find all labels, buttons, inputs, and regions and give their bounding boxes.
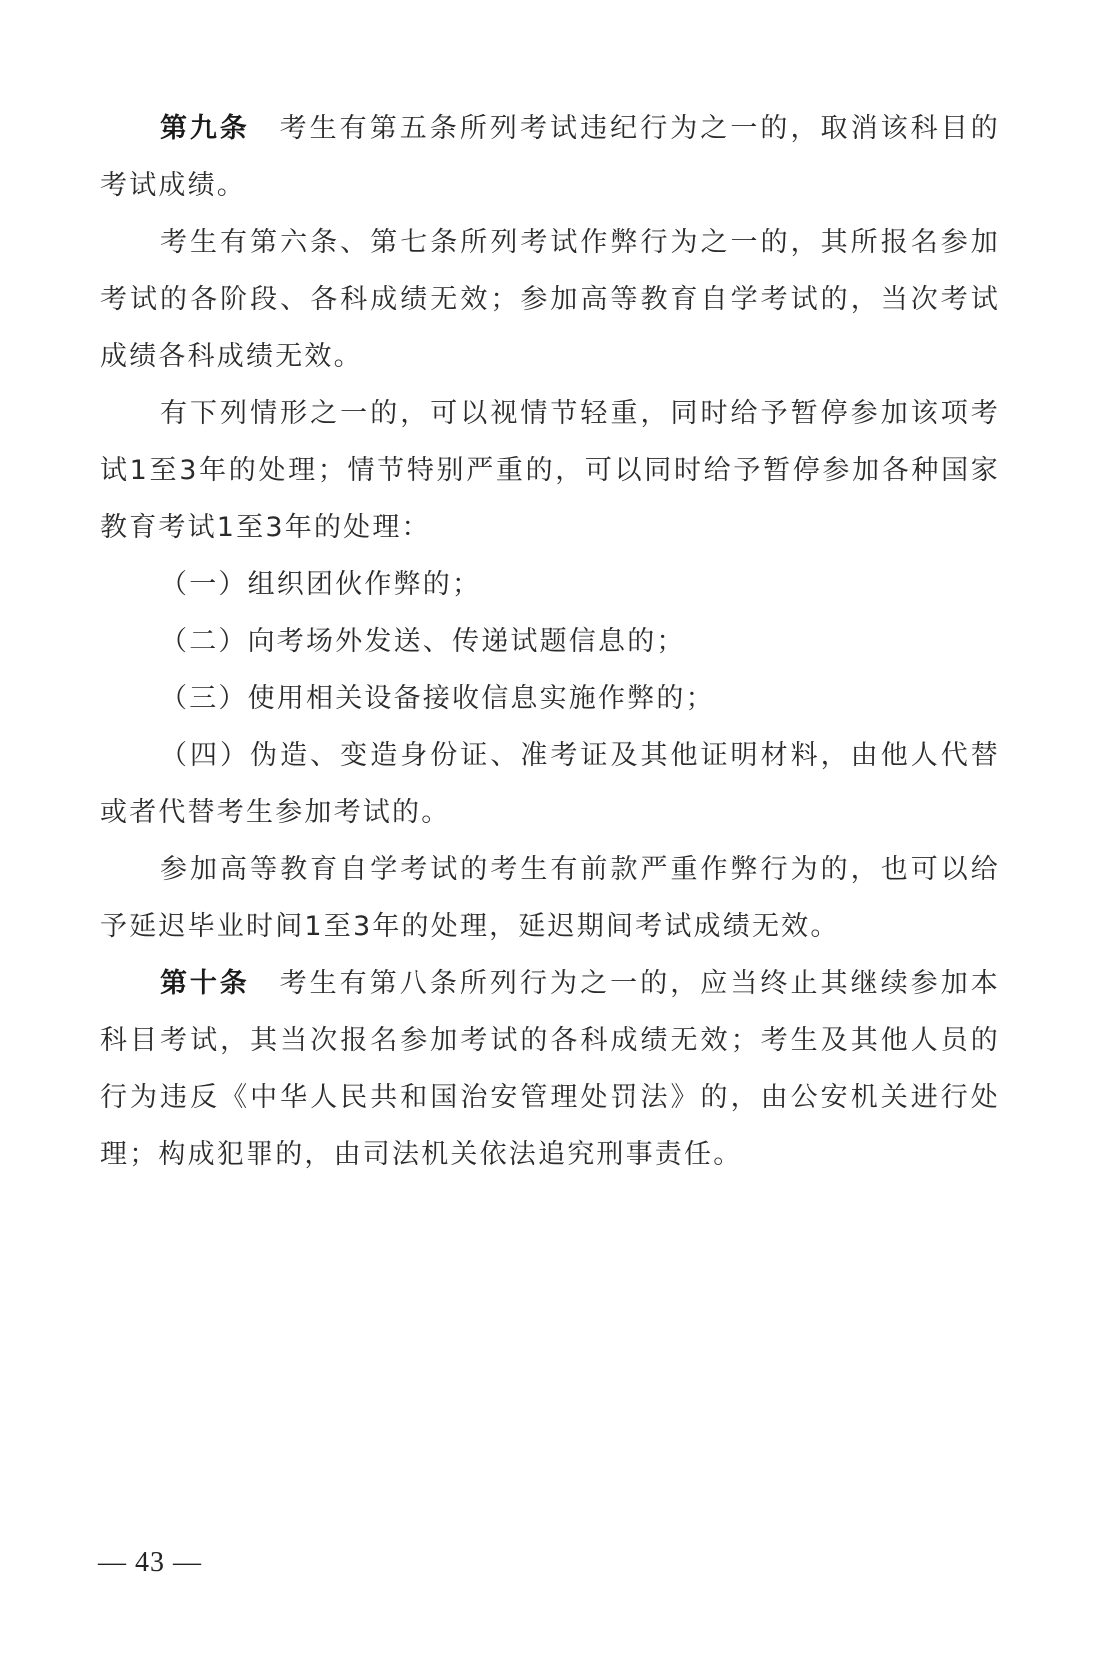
paragraph-invalid-scores: 考生有第六条、第七条所列考试作弊行为之一的，其所报名参加考试的各阶段、各科成绩无效；参加高等教育自学考试的，当次考试成绩各科成绩无效。	[100, 227, 1000, 372]
article-9-title: 第九条	[160, 113, 250, 144]
list-item-1: （一）组织团伙作弊的；	[160, 569, 482, 600]
page-number: — 43 —	[98, 1547, 202, 1578]
paragraph-self-study: 参加高等教育自学考试的考生有前款严重作弊行为的，也可以给予延迟毕业时间1至3年的处理，延迟期间考试成绩无效。	[100, 854, 1000, 942]
article-9-text: 考生有第五条所列考试违纪行为之一的，取消该科目的考试成绩。	[100, 113, 1000, 201]
article-10-paragraph	[100, 955, 1000, 1183]
article-10-text: 考生有第八条所列行为之一的，应当终止其继续参加本科目考试，其当次报名参加考试的各科成绩无效；考生及其他人员的行为违反《中华人民共和国治安管理处罚法》的，由公安机关进行处理；构成犯罪的，由司法机关依法追究刑事责任。	[100, 968, 1000, 1170]
list-item-3: （三）使用相关设备接收信息实施作弊的；	[160, 683, 715, 714]
paragraph-suspension: 有下列情形之一的，可以视情节轻重，同时给予暂停参加该项考试1至3年的处理；情节特别严重的，可以同时给予暂停参加各种国家教育考试1至3年的处理：	[100, 398, 1000, 543]
list-item-4: （四）伪造、变造身份证、准考证及其他证明材料，由他人代替或者代替考生参加考试的。	[100, 740, 1000, 828]
article-9-paragraph	[100, 100, 1000, 214]
list-item-2: （二）向考场外发送、传递试题信息的；	[160, 626, 686, 657]
article-10-title: 第十条	[160, 968, 250, 999]
document-body	[100, 100, 1000, 1183]
